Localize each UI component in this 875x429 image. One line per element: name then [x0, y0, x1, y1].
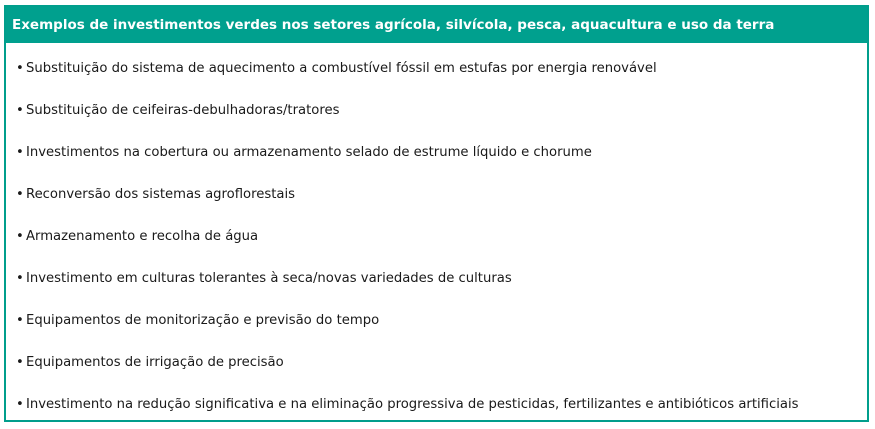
- list-item: [6, 48, 867, 90]
- bullet-icon: •: [16, 145, 24, 160]
- list-item: [6, 90, 867, 132]
- list-item-text: Equipamentos de irrigação de precisão: [26, 355, 284, 370]
- list-item: [6, 342, 867, 384]
- list-item: [6, 258, 867, 300]
- list-item: [6, 300, 867, 342]
- list-item-text: Investimentos na cobertura ou armazenamento selado de estrume líquido e chorume: [26, 145, 592, 160]
- bullet-icon: •: [16, 271, 24, 286]
- green-investments-box: [4, 5, 869, 422]
- bullet-icon: •: [16, 397, 24, 412]
- list-item-text: Substituição de ceifeiras-debulhadoras/tratores: [26, 103, 340, 118]
- list-item: [6, 384, 867, 426]
- list-item-text: Substituição do sistema de aquecimento a combustível fóssil em estufas por energia renovável: [26, 61, 657, 76]
- bullet-icon: •: [16, 229, 24, 244]
- list-item: [6, 132, 867, 174]
- list-item-text: Reconversão dos sistemas agroflorestais: [26, 187, 296, 202]
- list-item-text: Investimento na redução significativa e na eliminação progressiva de pesticidas, fertilizantes e antibióticos artificiais: [26, 397, 799, 412]
- bullet-icon: •: [16, 355, 24, 370]
- list-item: [6, 216, 867, 258]
- bullet-icon: •: [16, 187, 24, 202]
- list-item-text: Armazenamento e recolha de água: [26, 229, 259, 244]
- bullet-icon: •: [16, 313, 24, 328]
- list-item-text: Investimento em culturas tolerantes à seca/novas variedades de culturas: [26, 271, 512, 286]
- bullet-icon: •: [16, 103, 24, 118]
- box-title: Exemplos de investimentos verdes nos setores agrícola, silvícola, pesca, aquacultura e uso da terra: [6, 7, 867, 43]
- list-item: [6, 174, 867, 216]
- investment-list: [6, 48, 867, 426]
- bullet-icon: •: [16, 61, 24, 76]
- list-item-text: Equipamentos de monitorização e previsão do tempo: [26, 313, 380, 328]
